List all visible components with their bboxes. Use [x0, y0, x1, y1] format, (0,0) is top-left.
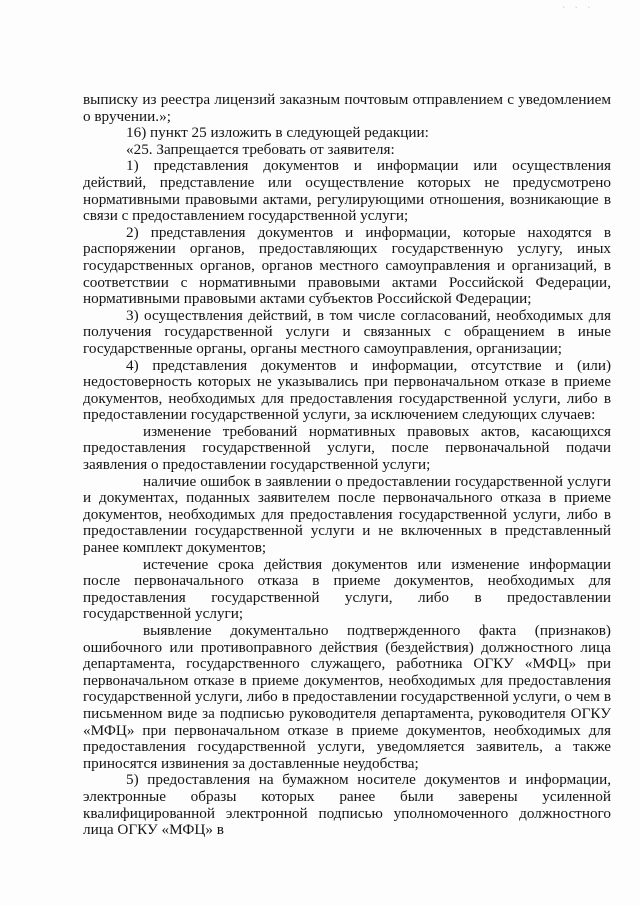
paragraph-case-violation: выявление документально подтвержденного факта (признаков) ошибочного или противоправного действия (бездействия) должностного лица департамента, государственного служащего, работника ОГКУ «МФЦ» при первоначальном отказе в приеме документов, необходимых для предоставления государственной услуги, либо в предоставлении государственной услуги, о чем в письменном виде за подписью руководителя департамента, руководителя ОГКУ «МФЦ» при первоначальном отказе в приеме документов, необходимых для предоставления государственной услуги, уведомляется заявитель, а также приносятся извинения за доставленные неудобства; — [83, 622, 611, 772]
document-body — [83, 92, 611, 839]
paragraph-item-16: 16) пункт 25 изложить в следующей редакции: — [126, 124, 429, 142]
paragraph-case-expiry: истечение срока действия документов или изменение информации после первоначального отказа в приеме документов, необходимых для предоставления государственной услуги, либо в предоставлении государственной услуги; — [83, 555, 611, 623]
paragraph-subitem-4: 4) представления документов и информации, отсутствие и (или) недостоверность которых не указывались при первоначальном отказе в приеме документов, необходимых для предоставления государственной услуги, либо в предоставлении государственной услуги, за исключением следующих случаев: — [83, 356, 611, 424]
paragraph-case-errors: наличие ошибок в заявлении о предоставлении государственной услуги и документах, поданных заявителем после первоначального отказа в приеме документов, необходимых для предоставления государственной услуги, либо в предоставлении государственной услуги и не включенных в представленный ранее комплект документов; — [83, 472, 611, 557]
paragraph-subitem-3: 3) осуществления действий, в том числе согласований, необходимых для получения государственной услуги и связанных с обращением в иные государственные органы, органы местного самоуправления, организации; — [83, 306, 611, 357]
scan-corner-mark: ` ` ` — [562, 6, 595, 15]
paragraph-subitem-1: 1) представления документов и информации или осуществления действий, представление или осуществление которых не предусмотрено нормативными правовыми актами, регулирующими отношения, возникающие в связи с предоставлением государственной услуги; — [83, 157, 611, 225]
paragraph-continuation: выписку из реестра лицензий заказным почтовым отправлением с уведомлением о вручении.»; — [83, 91, 611, 125]
paragraph-case-change-requirements: изменение требований нормативных правовых актов, касающихся предоставления государственной услуги, после первоначальной подачи заявления о предоставлении государственной услуги; — [83, 422, 611, 474]
paragraph-subitem-2: 2) представления документов и информации, которые находятся в распоряжении органов, предоставляющих государственную услугу, иных государственных органов, органов местного самоуправления и организаций, в соответствии с нормативными правовыми актами Российской Федерации, нормативными правовыми актами субъектов Российской Федерации; — [83, 223, 611, 308]
paragraph-subitem-5: 5) предоставления на бумажном носителе документов и информации, электронные образы которых ранее были заверены усиленной квалифицированной электронной подписью уполномоченного должностного лица ОГКУ «МФЦ» в — [83, 771, 611, 839]
paragraph-clause-25: «25. Запрещается требовать от заявителя: — [126, 140, 395, 158]
